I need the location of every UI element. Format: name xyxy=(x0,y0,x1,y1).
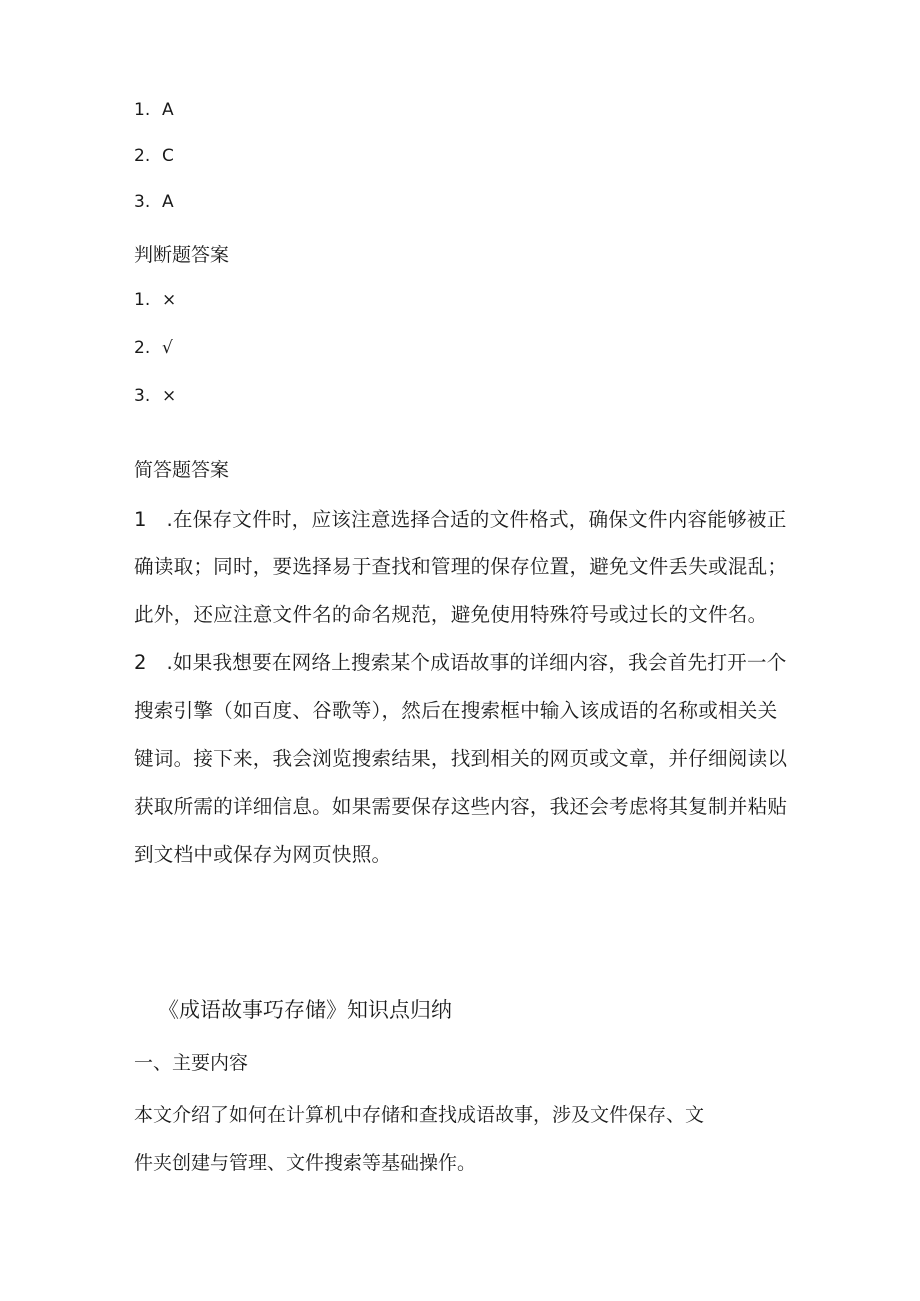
knowledge-title: 《成语故事巧存储》知识点归纳 xyxy=(158,998,452,1022)
short-answer-2-line-2: 搜索引擎（如百度、谷歌等），然后在搜索框中输入该成语的名称或相关关 xyxy=(134,699,778,722)
knowledge-body-line-1: 本文介绍了如何在计算机中存储和查找成语故事，涉及文件保存、文 xyxy=(134,1104,705,1126)
choice-answer-1-value: A xyxy=(162,100,174,120)
judgment-answer-2-value: √ xyxy=(162,338,173,358)
short-answer-2-line-1: 2 .如果我想要在网络上搜索某个成语故事的详细内容，我会首先打开一个 xyxy=(134,651,787,674)
short-answer-2-line-4: 获取所需的详细信息。如果需要保存这些内容，我还会考虑将其复制并粘贴 xyxy=(134,795,788,818)
judgment-answer-3-number: 3. xyxy=(134,386,151,406)
knowledge-subheading: 一、主要内容 xyxy=(134,1052,249,1074)
choice-answer-2-value: C xyxy=(162,146,174,166)
short-answer-heading: 简答题答案 xyxy=(134,459,230,481)
choice-answer-2-number: 2. xyxy=(134,146,151,166)
short-answer-1-line-1: 1 .在保存文件时，应该注意选择合适的文件格式，确保文件内容能够被正 xyxy=(134,508,787,531)
judgment-answer-1-number: 1. xyxy=(134,290,151,310)
judgment-answer-2-number: 2. xyxy=(134,338,151,358)
choice-answer-3-value: A xyxy=(162,192,174,212)
short-answer-2-line-3: 键词。接下来，我会浏览搜索结果，找到相关的网页或文章，并仔细阅读以 xyxy=(134,747,788,770)
short-answer-2-line-5: 到文档中或保存为网页快照。 xyxy=(134,843,392,866)
judgment-heading: 判断题答案 xyxy=(134,244,230,266)
short-answer-1-line-3: 此外，还应注意文件名的命名规范，避免使用特殊符号或过长的文件名。 xyxy=(134,603,768,626)
choice-answer-1-number: 1. xyxy=(134,100,151,120)
knowledge-body-line-2: 件夹创建与管理、文件搜索等基础操作。 xyxy=(134,1152,477,1174)
judgment-answer-3-value: × xyxy=(162,386,177,406)
choice-answer-3-number: 3. xyxy=(134,192,151,212)
short-answer-1-line-2: 确读取；同时，要选择易于查找和管理的保存位置，避免文件丢失或混乱； xyxy=(134,555,788,578)
judgment-answer-1-value: × xyxy=(162,290,177,310)
